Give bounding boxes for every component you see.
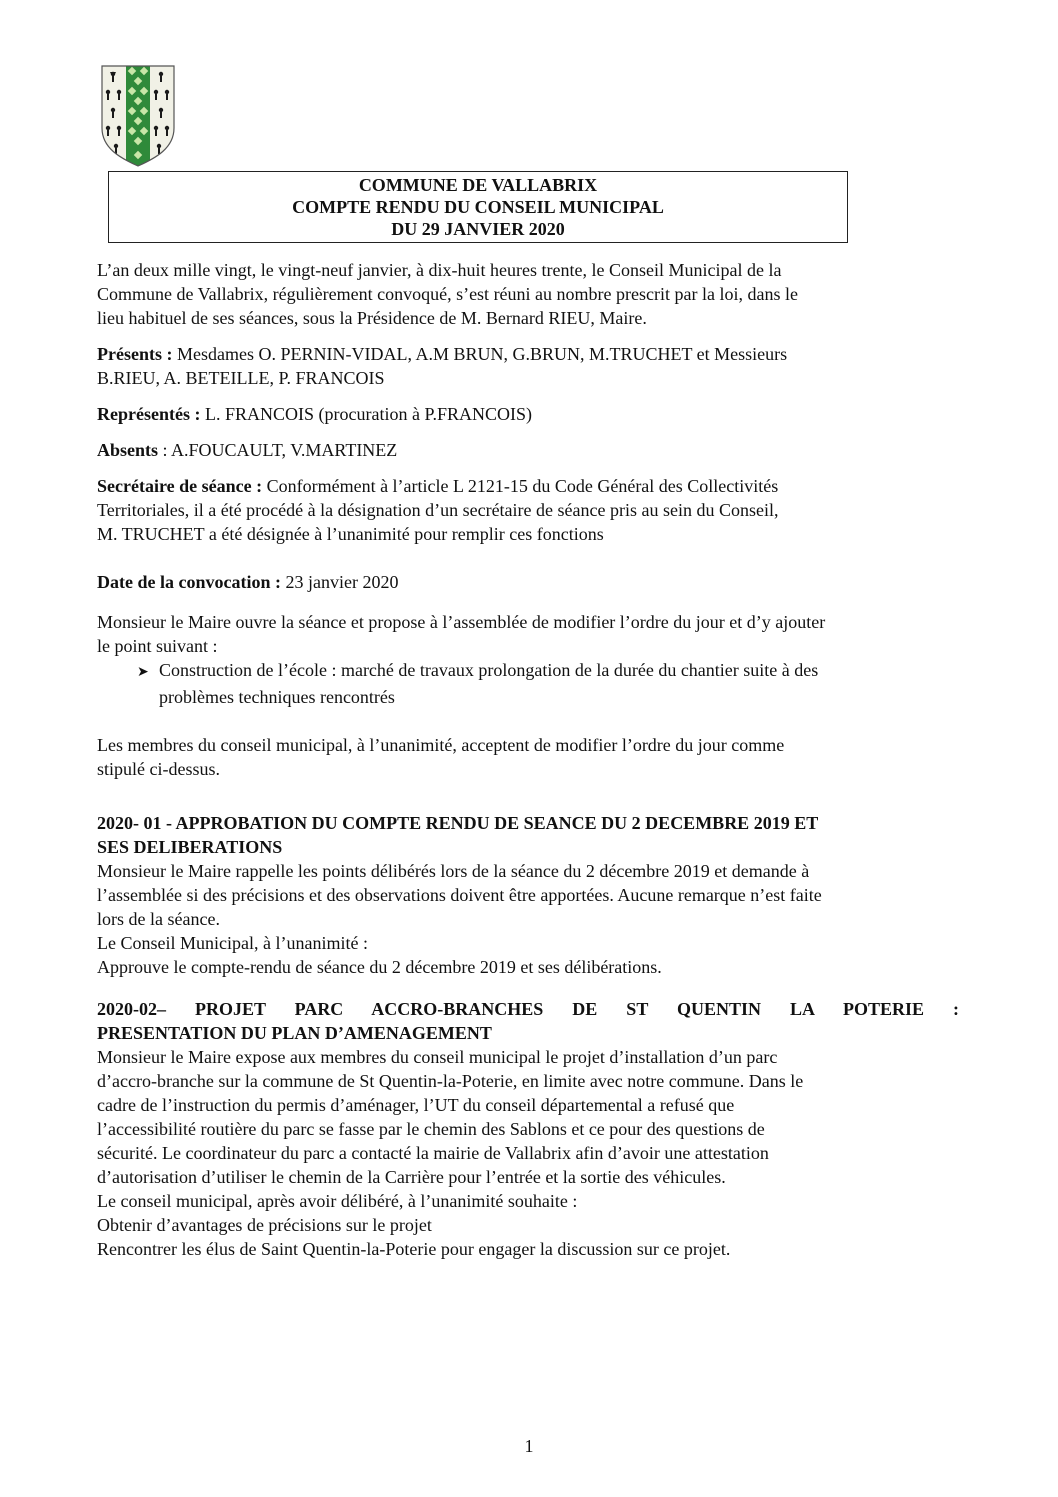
agenda-text: le point suivant :	[97, 636, 218, 656]
absents-paragraph	[97, 438, 959, 462]
section-text: Le Conseil Municipal, à l’unanimité :	[97, 933, 368, 953]
document-title-box	[108, 171, 848, 243]
agenda-bullet-text: Construction de l’école : marché de travaux prolongation de la durée du chantier suite à des	[159, 660, 819, 680]
section-text: cadre de l’instruction du permis d’aménager, l’UT du conseil départemental a refusé que	[97, 1095, 735, 1115]
section-2020-01	[97, 811, 959, 979]
commune-name: COMMUNE DE VALLABRIX	[358, 175, 598, 195]
report-title: COMPTE RENDU DU CONSEIL MUNICIPAL	[292, 197, 664, 217]
section-text: lors de la séance.	[97, 909, 220, 929]
section-title: 2020-02– PROJET PARC ACCRO-BRANCHES DE ST QUENTIN LA POTERIE :	[97, 999, 959, 1019]
presents-text: Mesdames O. PERNIN-VIDAL, A.M BRUN, G.BRUN, M.TRUCHET et Messieurs	[172, 344, 788, 364]
section-text: Obtenir d’avantages de précisions sur le projet	[97, 1215, 432, 1235]
section-text: Rencontrer les élus de Saint Quentin-la-Poterie pour engager la discussion sur ce projet.	[97, 1239, 731, 1259]
secretary-text: Conformément à l’article L 2121-15 du Code Général des Collectivités	[262, 476, 779, 496]
secretary-paragraph	[97, 474, 959, 546]
presents-text: B.RIEU, A. BETEILLE, P. FRANCOIS	[97, 368, 385, 388]
section-text: sécurité. Le coordinateur du parc a contacté la mairie de Vallabrix afin d’avoir une attestation	[97, 1143, 769, 1163]
absents-text: : A.FOUCAULT, V.MARTINEZ	[158, 440, 398, 460]
convocation-date: 23 janvier 2020	[280, 572, 399, 592]
convocation-paragraph	[97, 570, 959, 594]
meeting-date: DU 29 JANVIER 2020	[391, 219, 565, 239]
absents-label: Absents	[97, 440, 159, 460]
acceptance-text: Les membres du conseil municipal, à l’unanimité, acceptent de modifier l’ordre du jour comme	[97, 735, 785, 755]
secretary-text: Territoriales, il a été procédé à la désignation d’un secrétaire de séance pris au sein du Conseil,	[97, 500, 779, 520]
represented-paragraph	[97, 402, 959, 426]
secretary-text: M. TRUCHET a été désignée à l’unanimité pour remplir ces fonctions	[97, 524, 604, 544]
agenda-acceptance	[97, 733, 959, 781]
agenda-text: Monsieur le Maire ouvre la séance et propose à l’assemblée de modifier l’ordre du jour et d’y ajouter	[97, 612, 826, 632]
agenda-bullet-item	[97, 658, 959, 685]
page-number: 1	[524, 1436, 534, 1456]
section-text: Le conseil municipal, après avoir délibéré, à l’unanimité souhaite :	[97, 1191, 578, 1211]
arrow-bullet-icon: ➤	[137, 665, 149, 680]
document-body	[97, 258, 959, 1261]
section-2020-02	[97, 997, 959, 1261]
coat-of-arms-icon	[98, 62, 178, 168]
agenda-paragraph	[97, 610, 959, 709]
section-text: l’accessibilité routière du parc se fasse par le chemin des Sablons et ce pour des questions de	[97, 1119, 765, 1139]
presents-paragraph	[97, 342, 959, 390]
section-title: PRESENTATION DU PLAN D’AMENAGEMENT	[97, 1023, 492, 1043]
represented-label: Représentés :	[97, 404, 201, 424]
agenda-bullet-text: problèmes techniques rencontrés	[159, 687, 395, 707]
section-text: Monsieur le Maire rappelle les points délibérés lors de la séance du 2 décembre 2019 et demande à	[97, 861, 810, 881]
represented-text: L. FRANCOIS (procuration à P.FRANCOIS)	[200, 404, 532, 424]
intro-line: Commune de Vallabrix, régulièrement convoqué, s’est réuni au nombre prescrit par la loi, dans le	[97, 284, 798, 304]
section-text: Approuve le compte-rendu de séance du 2 décembre 2019 et ses délibérations.	[97, 957, 662, 977]
section-text: d’autorisation d’utiliser le chemin de la Carrière pour l’entrée et la sortie des véhicules.	[97, 1167, 726, 1187]
presents-label: Présents :	[97, 344, 173, 364]
section-text: d’accro-branche sur la commune de St Quentin-la-Poterie, en limite avec notre commune. Dans le	[97, 1071, 804, 1091]
section-title: 2020- 01 - APPROBATION DU COMPTE RENDU DE SEANCE DU 2 DECEMBRE 2019 ET	[97, 813, 819, 833]
convocation-label: Date de la convocation :	[97, 572, 281, 592]
intro-paragraph	[97, 258, 959, 330]
section-text: l’assemblée si des précisions et des observations doivent être apportées. Aucune remarque n’est faite	[97, 885, 822, 905]
secretary-label: Secrétaire de séance :	[97, 476, 263, 496]
section-title: SES DELIBERATIONS	[97, 837, 283, 857]
acceptance-text: stipulé ci-dessus.	[97, 759, 220, 779]
intro-line: L’an deux mille vingt, le vingt-neuf janvier, à dix-huit heures trente, le Conseil Municipal de la	[97, 260, 782, 280]
intro-line: lieu habituel de ses séances, sous la Présidence de M. Bernard RIEU, Maire.	[97, 308, 647, 328]
section-text: Monsieur le Maire expose aux membres du conseil municipal le projet d’installation d’un parc	[97, 1047, 778, 1067]
